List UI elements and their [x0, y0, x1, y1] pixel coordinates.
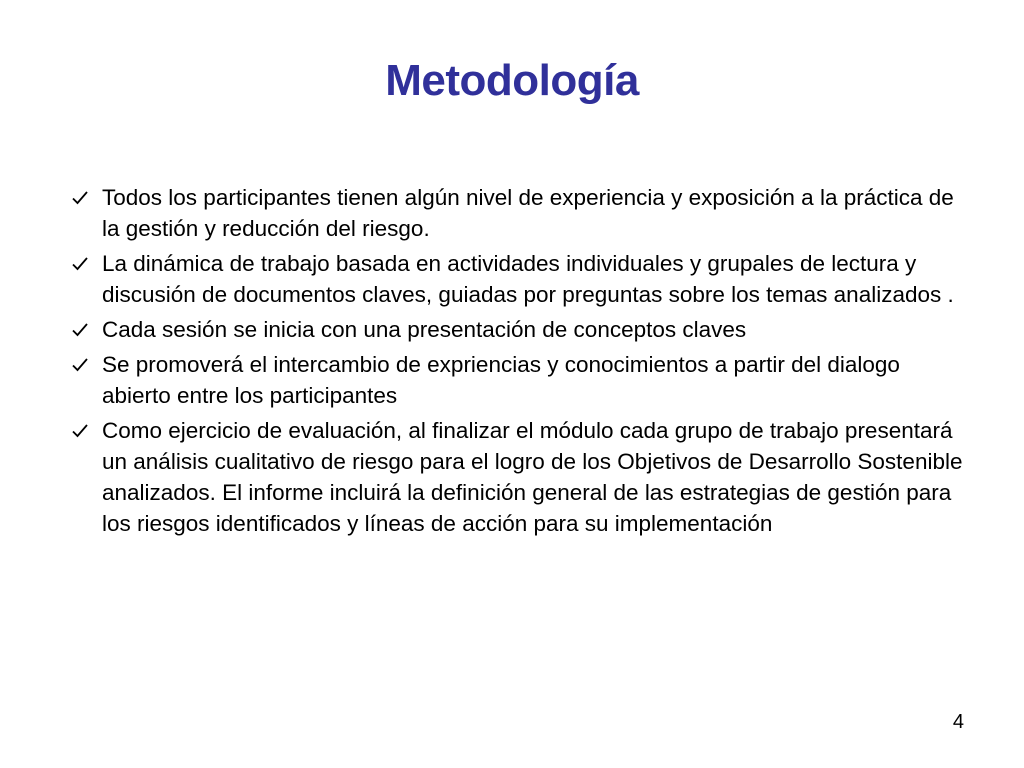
bullet-text: La dinámica de trabajo basada en actividades individuales y grupales de lectura y discusión de documentos claves, guiadas por preguntas sobre los temas analizados . — [102, 251, 954, 307]
bullet-item — [72, 182, 972, 244]
checkmark-icon — [72, 182, 94, 213]
slide-title: Metodología — [385, 56, 639, 105]
bullet-list — [72, 182, 972, 543]
checkmark-icon — [72, 415, 94, 446]
bullet-text: Todos los participantes tienen algún nivel de experiencia y exposición a la práctica de la gestión y reducción del riesgo. — [102, 185, 954, 241]
bullet-text: Cada sesión se inicia con una presentación de conceptos claves — [102, 317, 747, 342]
checkmark-icon — [72, 349, 94, 380]
page-number: 4 — [952, 711, 964, 733]
bullet-text: Se promoverá el intercambio de expriencias y conocimientos a partir del dialogo abierto entre los participantes — [102, 352, 900, 408]
bullet-item — [72, 349, 972, 411]
checkmark-icon — [72, 314, 94, 345]
checkmark-icon — [72, 248, 94, 279]
bullet-item — [72, 314, 972, 345]
bullet-item — [72, 248, 972, 310]
bullet-text: Como ejercicio de evaluación, al finalizar el módulo cada grupo de trabajo presentará un análisis cualitativo de riesgo para el logro de los Objetivos de Desarrollo Sostenible analizados. El informe incluirá la definición general de las estrategias de gestión para los riesgos identificados y líneas de acción para su implementación — [102, 418, 963, 536]
bullet-item — [72, 415, 972, 539]
